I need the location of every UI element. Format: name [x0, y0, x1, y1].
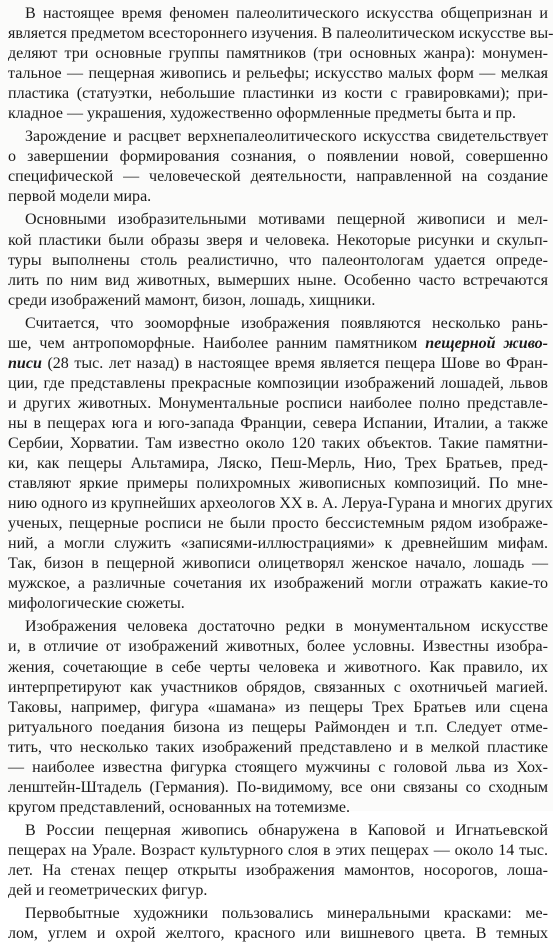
text-line: мужское, а различные сочетания их изображений могли отражать какие-то [8, 575, 548, 593]
text-line: ний, а могли служить «записями-иллюстрациями» к древнейшим мифам. [8, 535, 548, 553]
text-line: тальное — пещерная живопись и рельефы; искусство малых форм — мелкая [8, 65, 548, 83]
text-line: Сербии, Хорватии. Там известно около 120 таких объектов. Такие памятни- [8, 434, 548, 452]
text-line [8, 334, 548, 354]
paragraph [8, 210, 548, 310]
text-line: дей и геометрических фигур. [8, 882, 208, 900]
text-line: специфической — человеческой деятельности, направленной на создание [8, 168, 548, 186]
text-line: В России пещерная живопись обнаружена в Каповой и Игнатьевской [25, 821, 548, 839]
text-line: ции, где представлены прекрасные композиции изображений лошадей, львов [8, 374, 548, 392]
body-text [8, 4, 553, 944]
text-line: В настоящее время феномен палеолитического искусства общепризнан и [25, 5, 548, 22]
text-line: Изображения человека достаточно редки в монументальном искусстве [25, 618, 548, 636]
text-line: о завершении формирования сознания, о появлении новой, совершенно [8, 148, 548, 166]
text-line: Зарождение и расцвет верхнепалеолитического искусства свидетельствует [25, 128, 548, 146]
text-line: пещерах на Урале. Возраст культурного слоя в этих пещерах — около 14 тыс. [8, 841, 548, 859]
text-line: деляют три основные группы памятников (три основных жанра): монумен- [8, 45, 548, 63]
text-line: жения, сочетающие в себе черты человека и животного. Как правило, их [8, 658, 548, 676]
text-line: интерпретируют как участников обрядов, связанных с охотничьей магией. [8, 678, 548, 696]
text-line: туры выполнены столь реалистично, что палеонтологам удается опреде- [8, 251, 548, 269]
text-line: Основными изобразительными мотивами пещерной живописи и мел- [25, 211, 548, 229]
text-line: мифологические сюжеты. [8, 595, 185, 613]
text-line: Таковы, например, фигура «шамана» из пещеры Трех Братьев или сцена [8, 698, 548, 716]
text-line: Считается, что зооморфные изображения появляются несколько рань- [25, 314, 548, 332]
text-line: ны в пещерах юга и юго-запада Франции, севера Испании, Италии, а также [8, 414, 548, 432]
text-line: тить, что несколько таких изображений представлено и в мелкой пластике [8, 738, 548, 756]
text-line: Так, бизон в пещерной живописи олицетворял женское начало, лошадь — [8, 555, 548, 573]
text-line: лить по ним вид животных, вымерших ныне. Особенно часто встречаются [8, 271, 548, 289]
paragraph [8, 127, 548, 207]
paragraph [8, 904, 548, 944]
text-line: ленштейн-Штадель (Германия). По-видимому, все они связаны со сходным [8, 778, 548, 796]
text-line: и, в отличие от изображений животных, более условны. Известны изобра- [8, 638, 548, 656]
paragraph [8, 314, 553, 615]
text-line: ритуального поедания бизона из пещеры Раймонден и т.п. Следует отме- [8, 718, 548, 736]
text-line [8, 354, 548, 374]
text-line: лом, углем и охрой желтого, красного или вишневого цвета. В темных [8, 925, 548, 943]
emphasized-term: писи [8, 354, 42, 372]
emphasized-term: пещерной живо- [425, 334, 549, 352]
text-line: ки, как пещеры Альтамира, Ляско, Пеш-Мерль, Нио, Трех Братьев, пред- [8, 455, 548, 473]
text-line: является предметом всестороннего изучения. В палеолитическом искусстве вы- [8, 25, 553, 43]
text-line: лет. На стенах пещер открыты изображения мамонтов, носорогов, лоша- [8, 861, 548, 879]
text-run: ше, чем антропоморфные. Наиболее ранним памятником [8, 334, 426, 352]
text-line: нию одного из крупнейших археологов XX в. А. Леруа-Гурана и многих других [8, 495, 553, 513]
paragraph [8, 617, 548, 817]
paragraph [8, 821, 548, 901]
text-run: (28 тыс. лет назад) в настоящее время является пещера Шове во Фран- [41, 354, 548, 372]
text-line: — наиболее известна фигурка стоящего мужчины с головой льва из Хох- [8, 758, 548, 776]
text-line: ставляют яркие примеры полихромных живописных композиций. По мне- [8, 475, 548, 493]
text-line: и других животных. Монументальные росписи наиболее полно представле- [8, 394, 548, 412]
text-line: пластика (статуэтки, небольшие пластинки из кости с гравировками); при- [8, 85, 548, 103]
text-line: среди изображений мамонт, бизон, лошадь, хищники. [8, 291, 376, 309]
text-line: первой модели мира. [8, 188, 152, 206]
text-line: кладное — украшения, художественно оформленные предметы быта и пр. [8, 105, 517, 123]
text-line: кругом представлений, основанных на тотемизме. [8, 798, 351, 816]
text-line: Первобытные художники пользовались минеральными красками: ме- [25, 905, 548, 923]
text-line: кой пластики были образы зверя и человека. Некоторые рисунки и скульп- [8, 231, 548, 249]
text-line: ученых, пещерные росписи не были просто бессистемным рядом изображе- [8, 515, 548, 533]
paragraph [8, 4, 553, 124]
